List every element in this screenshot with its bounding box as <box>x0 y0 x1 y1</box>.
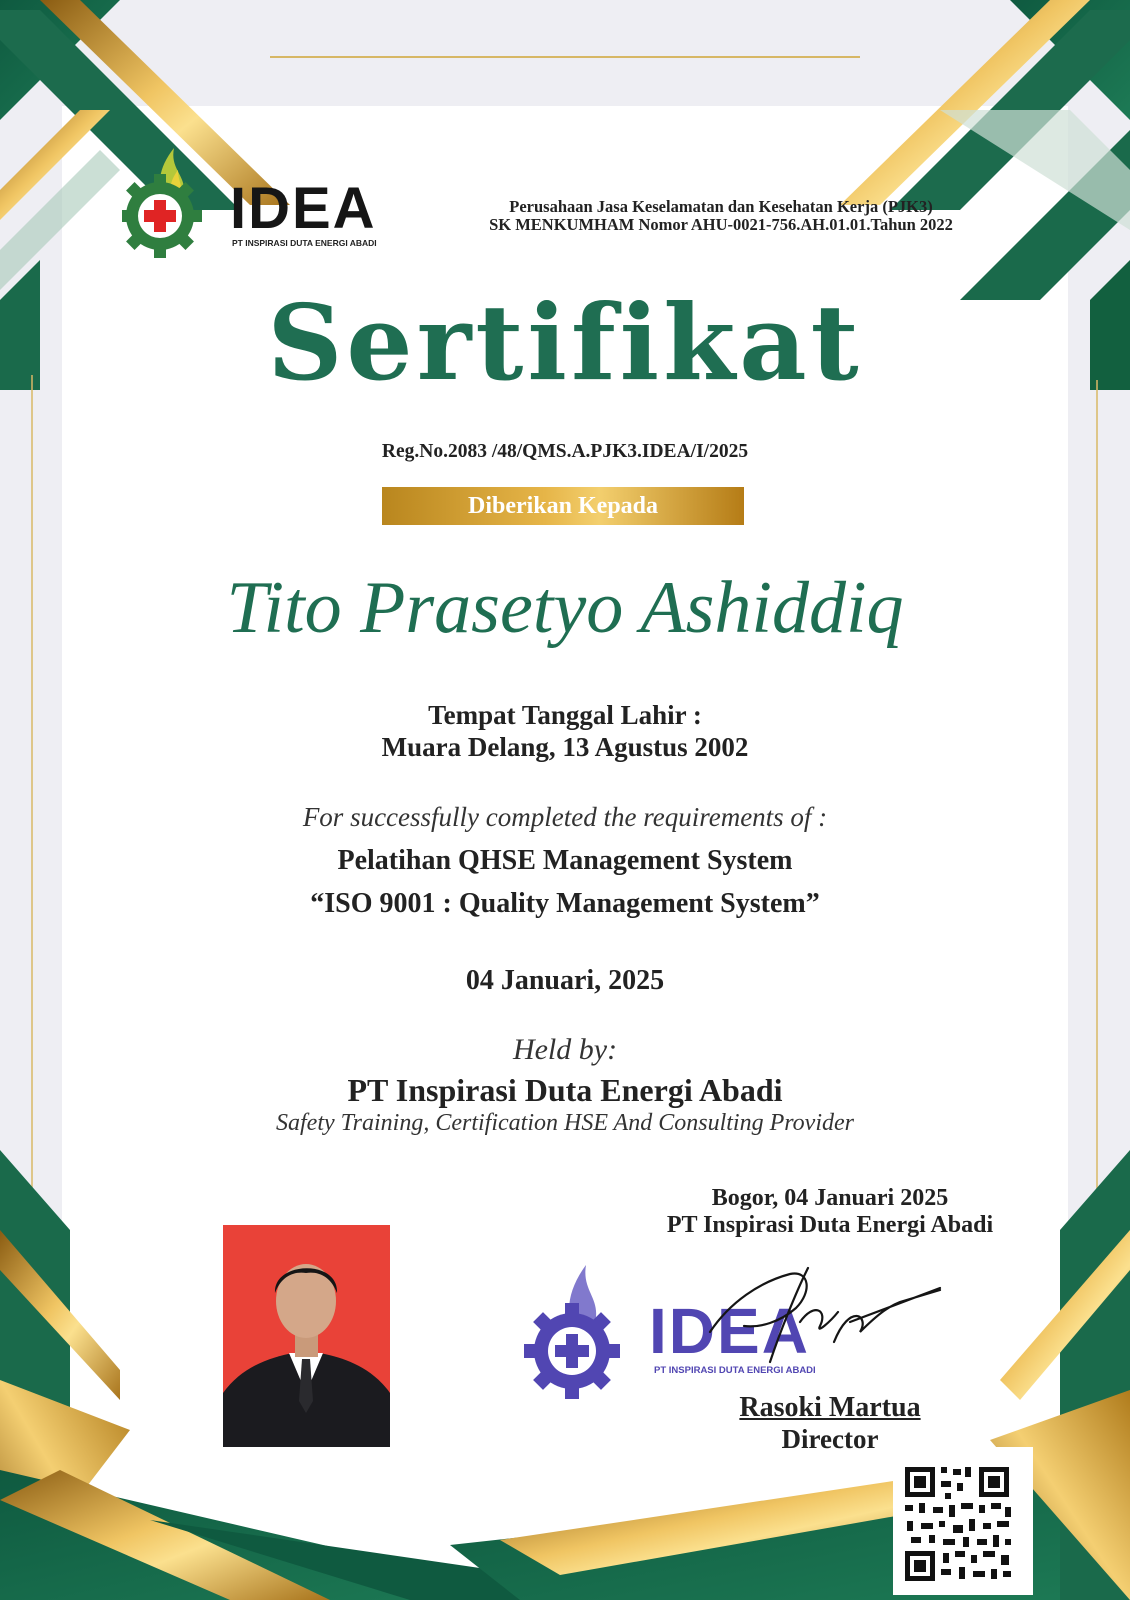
stamp-gear-icon <box>524 1255 649 1405</box>
qr-code-icon <box>893 1447 1033 1595</box>
given-to-banner: Diberikan Kepada <box>382 487 744 525</box>
signature-place-date: Bogor, 04 Januari 2025 <box>711 1185 949 1211</box>
stamp-subtitle: PT INSPIRASI DUTA ENERGI ABADI <box>654 1365 816 1376</box>
company-line-2: SK MENKUMHAM Nomor AHU-0021-756.AH.01.01.Tahun 2022 <box>489 215 953 234</box>
participant-photo <box>223 1225 390 1447</box>
stamp-wordmark: IDEA <box>649 1295 810 1367</box>
organizer-tagline: Safety Training, Certification HSE And Consulting Provider <box>276 1110 854 1136</box>
recipient-name: Tito Prasetyo Ashiddiq <box>226 567 904 649</box>
course-name: Pelatihan QHSE Management System <box>337 845 793 876</box>
birth-label: Tempat Tanggal Lahir : <box>428 700 702 730</box>
logo-subtitle: PT INSPIRASI DUTA ENERGI ABADI <box>232 238 377 248</box>
completion-statement: For successfully completed the requirements of : <box>302 802 828 832</box>
company-accreditation <box>440 198 1002 234</box>
director-signature <box>700 1262 960 1382</box>
idea-logo-icon <box>122 138 232 258</box>
organizer-name: PT Inspirasi Duta Energi Abadi <box>347 1072 783 1108</box>
signer-name: Rasoki Martua <box>739 1392 921 1423</box>
held-by-label: Held by: <box>512 1033 618 1066</box>
signer-title: Director <box>781 1424 879 1454</box>
certificate-title: Sertifikat <box>267 281 863 404</box>
company-line-1: Perusahaan Jasa Keselamatan dan Kesehatan Kerja (PJK3) <box>509 197 933 216</box>
event-date: 04 Januari, 2025 <box>465 965 665 996</box>
birth-value: Muara Delang, 13 Agustus 2002 <box>381 732 749 762</box>
logo-wordmark: IDEA <box>230 176 377 241</box>
registration-number: Reg.No.2083 /48/QMS.A.PJK3.IDEA/I/2025 <box>381 441 749 462</box>
person-portrait-icon <box>223 1225 390 1447</box>
signature-organization: PT Inspirasi Duta Energi Abadi <box>666 1212 994 1238</box>
course-subtitle: “ISO 9001 : Quality Management System” <box>310 888 820 919</box>
header-logo <box>122 138 422 258</box>
